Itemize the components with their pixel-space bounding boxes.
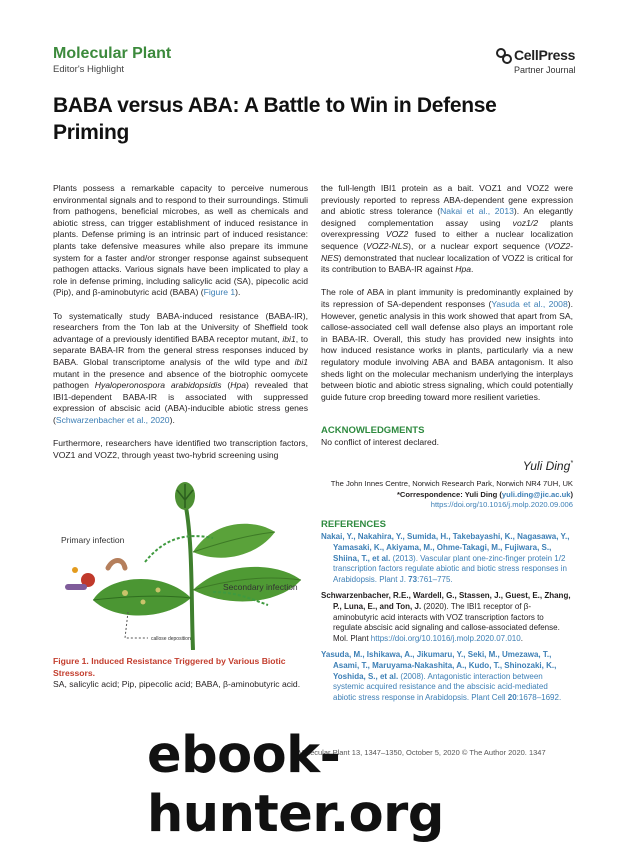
article-type: Editor's Highlight [53,64,124,75]
text: ) demonstrated that nuclear localization of VOZ2 is critical for its contribution to BABA-IR against [321,252,573,275]
gene-name: voz1/2 [512,217,538,228]
citation-link[interactable]: Nakai et al., 2013 [440,206,514,217]
ref-text: (2020). The IBI1 receptor of β-aminobutyric acid interacts with VOZ transcription factors to regulate abscisic acid signaling and callose-associated defense. Mol. Plant [333,601,560,644]
reference-item [321,591,573,645]
corr-end: ) [570,489,573,499]
figure-link[interactable]: Figure 1 [203,287,236,298]
text: To systematically study BABA-induced resistance (BABA-IR), researchers from the Ton lab at the University of Sheffield took advantage of a previously identified BABA receptor mutant, [53,310,308,344]
species-abbrev: Hpa [455,264,471,275]
watermark: ebook-hunter.org [147,726,444,844]
label-secondary-infection: Secondary infection [223,582,298,592]
gene-name: ibi1 [294,356,308,367]
ref-text[interactable]: (2008). Antagonistic interaction between systemic acquired resistance and the abscisic acid-mediated abiotic stress response in Arabidopsis. Plant Cell [333,671,548,703]
article-title: BABA versus ABA: A Battle to Win in Defense Priming [53,94,497,144]
ref-text[interactable]: (2013). Vascular plant one-zinc-finger protein 1/2 transcription factors regulate abiotic and biotic stress responses in Arabidopsis. Plant J. [333,553,567,585]
text: ) revealed that IBI1-dependent BABA-IR is associated with suppressed expression of abscisic acid (ABA)-inducible abiotic stress genes ( [53,380,309,425]
text: fused to either a nuclear localization sequence ( [321,229,573,251]
paragraph-4 [321,183,573,276]
gene-name: VOZ2-NLS [366,240,409,251]
callose-arrow [125,612,148,638]
ref-doi-link[interactable]: https://doi.org/10.1016/j.molp.2020.07.010 [370,634,521,644]
ref-pages[interactable]: :761–775. [417,575,453,585]
citation-link[interactable]: Schwarzenbacher et al., 2020 [55,414,170,425]
author-name: Yuli Ding* [522,459,573,473]
text: ), or a nuclear export sequence ( [408,240,548,251]
paragraph-2 [53,311,308,427]
gene-name: ibi1 [282,333,296,344]
author-affiliation-block [321,479,573,511]
ref-authors[interactable]: Yasuda, M., Ishikawa, A., Jikumaru, Y., Seki, M., Umezawa, T., Asami, T., Maruyama-Nakashita, A., Kudo, T., Shinozaki, K., Yoshida, S., et al. [321,649,557,681]
logo-subtitle: Partner Journal [514,65,576,75]
paragraph-3: Furthermore, researchers have identified two transcription factors, VOZ1 and VOZ2, through yeast two-hybrid screening using [53,438,308,460]
text: ( [221,380,231,391]
text: Plants possess a remarkable capacity to perceive numerous environmental signals and to respond to their surroundings. Stimuli from pathogens, beneficial microbes, as well as chemicals and abiotic stress, can trigger establishment of induced resistance in plants. Defense priming is an intrinsic part of induced resistance: plants take defensive measures while also prepare its immune system for a faster and/or stronger response against subsequent pathogen attacks. Various signals have been implicated to play a role in defense priming, including salicylic acid (SA), pipecolic acid (Pip), and β-aminobutyric acid (BABA) ( [53,183,308,298]
caption-text: SA, salicylic acid; Pip, pipecolic acid; BABA, β-aminobutyric acid. [53,679,301,690]
cellpress-logo [496,48,596,88]
ref-pages[interactable]: :1678–1692. [516,693,562,703]
text: The role of ABA in plant immunity is predominantly explained by its repression of SA-dependent responses ( [321,287,573,309]
reference-item [321,650,573,704]
text: plants overexpressing [321,217,573,240]
author-name-text: Yuli Ding [522,459,571,473]
text: the full-length IBI1 protein as a bait. VOZ1 and VOZ2 were previously reported to repress ABA-dependent gene expression and abiotic stress tolerance ( [321,183,573,217]
ref-authors: Schwarzenbacher, R.E., Wardell, G., Stassen, J., Guest, E., Zhang, P., Luna, E., and Ton, J. [321,590,571,611]
ack-text: No conflict of interest declared. [321,437,439,447]
species-name: Hyaloperonospora arabidopsidis [94,380,222,391]
species-abbrev: Hpa [230,380,247,391]
text: mutant in the presence and absence of the biotrophic oomycete pathogen [53,368,308,391]
page-footer: Molecular Plant 13, 1347–1350, October 5, 2020 © The Author 2020. 1347 [298,748,546,757]
reference-item [321,532,573,586]
text: . [471,264,474,275]
figure-caption [53,656,308,691]
figure-1-illustration [53,480,308,650]
ref-volume[interactable]: 73 [408,575,418,585]
label-primary-infection: Primary infection [61,535,125,545]
caption-title: Figure 1. Induced Resistance Triggered by Various Biotic Stressors. [53,656,286,678]
text: ). An elegantly designed complementation assay using [321,206,573,228]
paragraph-5 [321,287,573,403]
text: ). [169,414,175,425]
leaf-upper-right [193,524,275,558]
email-link[interactable]: yuli.ding@jic.ac.uk [501,489,571,499]
ref-volume[interactable]: 20 [507,693,517,703]
paragraph-1 [53,183,308,299]
corr-label: *Correspondence: Yuli Ding ( [396,489,502,499]
right-column [321,183,573,415]
journal-name: Molecular Plant [53,45,172,62]
gene-name: VOZ2 [385,229,409,240]
doi-link[interactable]: https://doi.org/10.1016/j.molp.2020.09.006 [430,500,573,509]
ref-authors[interactable]: Nakai, Y., Nakahira, Y., Sumida, H., Takebayashi, K., Nagasawa, Y., Yamasaki, K., Akiyama, M., Ohme-Takagi, M., Fujiwara, S., Shiina, T., et al. [321,532,570,563]
cellpress-icon [496,48,512,64]
reference-list [321,532,573,709]
plant-stem [185,502,193,650]
citation-link[interactable]: Yasuda et al., 2008 [491,298,568,309]
label-callose: callose deposition [151,636,191,642]
affiliation: The John Innes Centre, Norwich Research Park, Norwich NR4 7UH, UK [330,479,573,488]
ref-end: . [520,634,523,644]
correspondence [321,490,573,501]
text: ). [235,287,241,298]
text: ). However, genetic analysis in this work showed that apart from SA, callose-associated cell wall defense also plays an important role in BABA-IR. Overall, this study has provided new insights into how induced resistance works in plants, particularly via a new regulatory module involving ABA and BABA antagonism. It also sheds light on the molecular mechanism underlying the interplays between biotic and abiotic stress signaling, which could potentially guide future crop breeding toward more resilient varieties. [321,298,573,402]
references-heading: REFERENCES [321,519,386,530]
left-column [53,183,308,473]
text: , to separate BABA-IR from the general stress responses induced by BABA. Global transcriptome analysis of the wild type and [53,333,308,367]
plant-bud [175,482,195,510]
ack-heading: ACKNOWLEDGMENTS [321,425,425,436]
gene-name: VOZ2-NES [321,240,573,263]
logo-name: CellPress [514,47,576,63]
